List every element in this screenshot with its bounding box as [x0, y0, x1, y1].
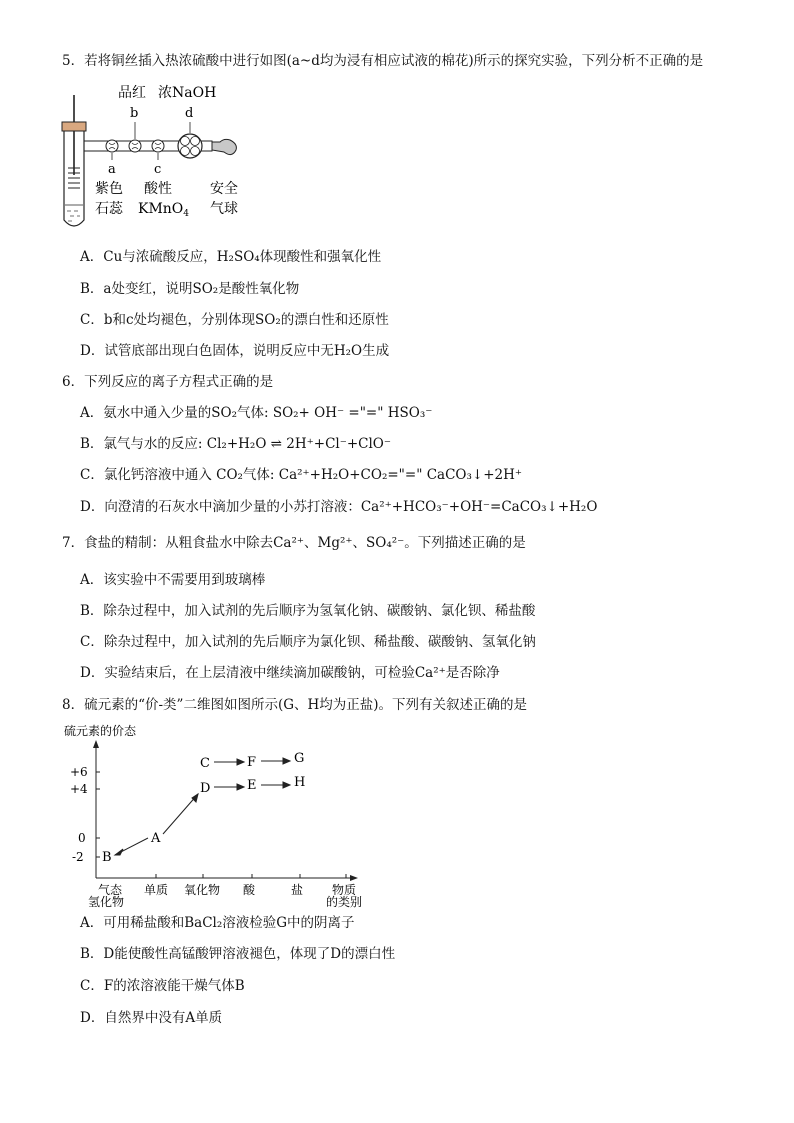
- q7-option-c: C．除杂过程中，加入试剂的先后顺序为氯化钡、稀盐酸、碳酸钠、氢氧化钠: [80, 634, 536, 650]
- apparatus-svg: [58, 80, 258, 230]
- q8-valence-chart: [60, 718, 380, 908]
- safety-balloon: [212, 139, 236, 154]
- label-a: a: [108, 162, 116, 177]
- q6-option-b: B．氯气与水的反应: Cl₂+H₂O ⇌ 2H⁺+Cl⁻+ClO⁻: [80, 436, 392, 452]
- label-qiqiu: 气球: [210, 201, 238, 217]
- point-E: E: [247, 778, 257, 793]
- xlabel-b: 的类别: [326, 895, 363, 908]
- cotton-c: [152, 140, 164, 152]
- xcat-elemental: 单质: [144, 883, 169, 897]
- arrow-A-D: [163, 794, 198, 834]
- q7-option-a: A．该实验中不需要用到玻璃棒: [80, 572, 266, 588]
- label-suanxing: 酸性: [144, 181, 172, 197]
- label-d: d: [185, 106, 194, 121]
- ytick-0: 0: [78, 831, 86, 845]
- xcat-hydride-a: 气态: [98, 883, 123, 897]
- label-zise: 紫色: [95, 181, 123, 197]
- xlabel-a: 物质: [332, 883, 357, 897]
- ytick-plus6: +6: [70, 765, 88, 779]
- point-G: G: [294, 751, 305, 766]
- label-c: c: [154, 162, 162, 177]
- q5-option-c: C．b和c处均褪色，分别体现SO₂的漂白性和还原性: [80, 312, 389, 328]
- ytick-minus2: -2: [72, 850, 84, 864]
- ytick-plus4: +4: [70, 782, 88, 796]
- q5-stem: 5．若将铜丝插入热浓硫酸中进行如图(a~d均为浸有相应试液的棉花)所示的探究实验，下列分析不正确的是: [62, 53, 704, 69]
- chart-ylabel: 硫元素的价态: [64, 724, 137, 738]
- xcat-oxide: 氧化物: [184, 883, 221, 897]
- q8-stem: 8．硫元素的“价-类”二维图如图所示(G、H均为正盐)。下列有关叙述正确的是: [62, 697, 528, 713]
- q7-stem: 7．食盐的精制：从粗食盐水中除去Ca²⁺、Mg²⁺、SO₄²⁻。下列描述正确的是: [62, 535, 526, 551]
- xcat-acid: 酸: [243, 883, 256, 897]
- q5-apparatus-figure: [58, 80, 258, 230]
- q7-option-b: B．除杂过程中，加入试剂的先后顺序为氢氧化钠、碳酸钠、氯化钡、稀盐酸: [80, 603, 536, 619]
- valence-chart-svg: [60, 718, 380, 908]
- label-anquan: 安全: [210, 181, 238, 197]
- q6-option-a: A．氨水中通入少量的SO₂气体: SO₂+ OH⁻ ="=" HSO₃⁻: [80, 405, 433, 421]
- point-F: F: [247, 755, 257, 770]
- label-pinhong: 品红: [118, 85, 146, 101]
- point-D: D: [200, 781, 211, 796]
- q8-option-d: D．自然界中没有A单质: [80, 1010, 223, 1026]
- label-naoh: 浓NaOH: [158, 85, 217, 101]
- q7-option-d: D．实验结束后，在上层清液中继续滴加碳酸钠，可检验Ca²⁺是否除净: [80, 665, 500, 681]
- q5-option-a: A．Cu与浓硫酸反应，H₂SO₄体现酸性和强氧化性: [80, 249, 382, 265]
- q6-stem: 6．下列反应的离子方程式正确的是: [62, 374, 274, 390]
- stopper: [62, 122, 86, 131]
- q8-option-c: C．F的浓溶液能干燥气体B: [80, 978, 245, 994]
- point-B: B: [102, 850, 112, 865]
- xcat-salt: 盐: [291, 883, 304, 897]
- q6-option-d: D．向澄清的石灰水中滴加少量的小苏打溶液：Ca²⁺+HCO₃⁻+OH⁻=CaCO₃↓+H₂O: [80, 499, 598, 515]
- q5-option-d: D．试管底部出现白色固体，说明反应中无H₂O生成: [80, 343, 390, 359]
- q8-option-a: A．可用稀盐酸和BaCl₂溶液检验G中的阴离子: [80, 915, 355, 931]
- q6-option-c: C．氯化钙溶液中通入 CO₂气体: Ca²⁺+H₂O+CO₂="=" CaCO₃↓+2H⁺: [80, 467, 522, 483]
- point-A: A: [151, 831, 161, 846]
- point-H: H: [294, 775, 306, 790]
- q5-option-b: B．a处变红，说明SO₂是酸性氧化物: [80, 281, 300, 297]
- label-kmno4: KMnO$_4$: [138, 201, 190, 219]
- point-C: C: [200, 756, 210, 771]
- cotton-a: [106, 140, 118, 152]
- cotton-b: [129, 140, 141, 152]
- label-b: b: [130, 106, 139, 121]
- xcat-hydride-b: 氢化物: [88, 895, 125, 908]
- label-shirui: 石蕊: [95, 201, 123, 217]
- q8-option-b: B．D能使酸性高锰酸钾溶液褪色，体现了D的漂白性: [80, 946, 396, 962]
